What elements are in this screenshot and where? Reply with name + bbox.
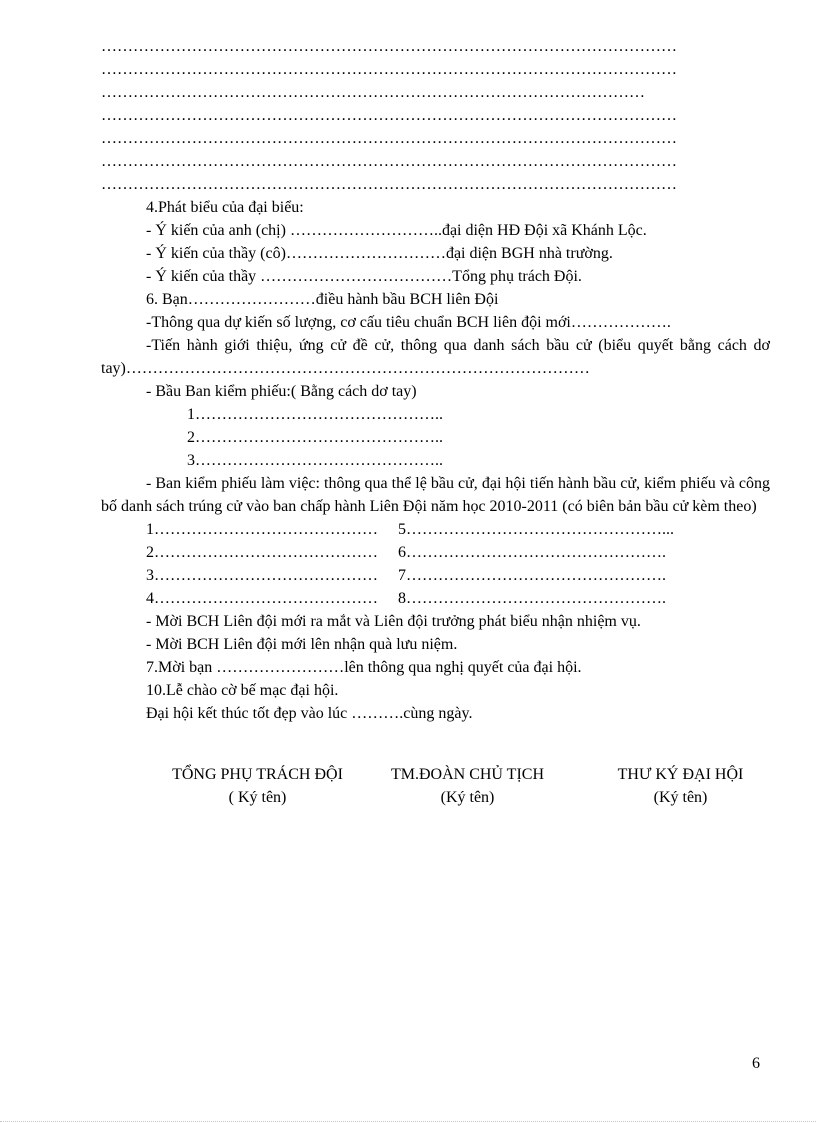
signature-column	[603, 763, 758, 809]
signature-column	[375, 763, 560, 809]
section-speech-heading: 4.Phát biểu của đại biểu:	[146, 199, 304, 216]
elected-left: 1……………………………………	[146, 521, 378, 538]
dotted-line: ………………………………………………………………………………………………	[101, 38, 677, 55]
elected-right: 6………………………………………….	[398, 544, 666, 561]
signature-note: (Ký tên)	[440, 789, 495, 806]
elected-left: 3……………………………………	[146, 567, 378, 584]
elected-left: 4……………………………………	[146, 590, 378, 607]
dotted-line: ………………………………………………………………………………………………	[101, 61, 677, 78]
page-bottom-border	[0, 1121, 816, 1122]
signature-note: (Ký tên)	[653, 789, 708, 806]
committee-member-line: 1………………………………………..	[187, 406, 443, 423]
dotted-line: ………………………………………………………………………………………………	[101, 153, 677, 170]
dotted-line: ………………………………………………………………………………………………	[101, 107, 677, 124]
elected-right: 5…………………………………………...	[398, 521, 674, 538]
closing-line: Đại hội kết thúc tốt đẹp vào lúc ……….cùng ngày.	[146, 705, 473, 722]
elected-row	[101, 541, 770, 564]
signature-title: TM.ĐOÀN CHỦ TỊCH	[390, 766, 545, 783]
elected-right: 7………………………………………….	[398, 567, 666, 584]
intro-paragraph: -Tiến hành giới thiệu, ứng cử đề cử, thông qua danh sách bầu cử (biểu quyết bằng cách dơ tay)……………………………………………………………………………	[101, 337, 770, 377]
elected-row	[101, 518, 770, 541]
resolution-line: 7.Mời bạn ……………………lên thông qua nghị quyết của đại hội.	[146, 659, 582, 676]
speech-line: - Ý kiến của thầy (cô)…………………………đại diện BGH nhà trường.	[146, 245, 613, 262]
speech-line: - Ý kiến của thầy ………………………………Tổng phụ trách Đội.	[146, 268, 582, 285]
new-committee-line: - Mời BCH Liên đội mới ra mắt và Liên đội trưởng phát biểu nhận nhiệm vụ.	[146, 613, 641, 630]
page-number: 6	[752, 1055, 760, 1072]
signature-title: TỔNG PHỤ TRÁCH ĐỘI	[172, 766, 343, 783]
souvenir-line: - Mời BCH Liên đội mới lên nhận quà lưu niệm.	[146, 636, 458, 653]
dotted-line: ………………………………………………………………………………………………	[101, 130, 677, 147]
closing-ceremony-line: 10.Lễ chào cờ bế mạc đại hội.	[146, 682, 339, 699]
dotted-lines-block	[101, 35, 770, 196]
committee-member-line: 2………………………………………..	[187, 429, 443, 446]
approve-line: -Thông qua dự kiến số lượng, cơ cấu tiêu chuẩn BCH liên đội mới……………….	[146, 314, 671, 331]
elected-right: 8………………………………………….	[398, 590, 666, 607]
elected-row	[101, 587, 770, 610]
elected-row	[101, 564, 770, 587]
counting-paragraph: - Ban kiểm phiếu làm việc: thông qua thể lệ bầu cử, đại hội tiến hành bầu cử, kiểm phiếu và công bố danh sách trúng cử vào ban chấp hành Liên Đội năm học 2010-2011 (có biên bản bầu cử kèm theo)	[101, 475, 770, 515]
dotted-line: …………………………………………………………………………………………	[101, 84, 645, 101]
signature-block	[0, 763, 816, 813]
document-body	[101, 35, 770, 725]
signature-note: ( Ký tên)	[228, 789, 287, 806]
committee-member-line: 3………………………………………..	[187, 452, 443, 469]
section-election-heading: 6. Bạn……………………điều hành bầu BCH liên Đội	[146, 291, 499, 308]
signature-title: THƯ KÝ ĐẠI HỘI	[617, 766, 744, 783]
speech-line: - Ý kiến của anh (chị) ………………………..đại diện HĐ Đội xã Khánh Lộc.	[146, 222, 647, 239]
dotted-line: ………………………………………………………………………………………………	[101, 176, 677, 193]
committee-line: - Bầu Ban kiểm phiếu:( Bằng cách dơ tay)	[146, 383, 417, 400]
elected-list	[101, 518, 770, 610]
elected-left: 2……………………………………	[146, 544, 378, 561]
signature-column	[155, 763, 360, 809]
